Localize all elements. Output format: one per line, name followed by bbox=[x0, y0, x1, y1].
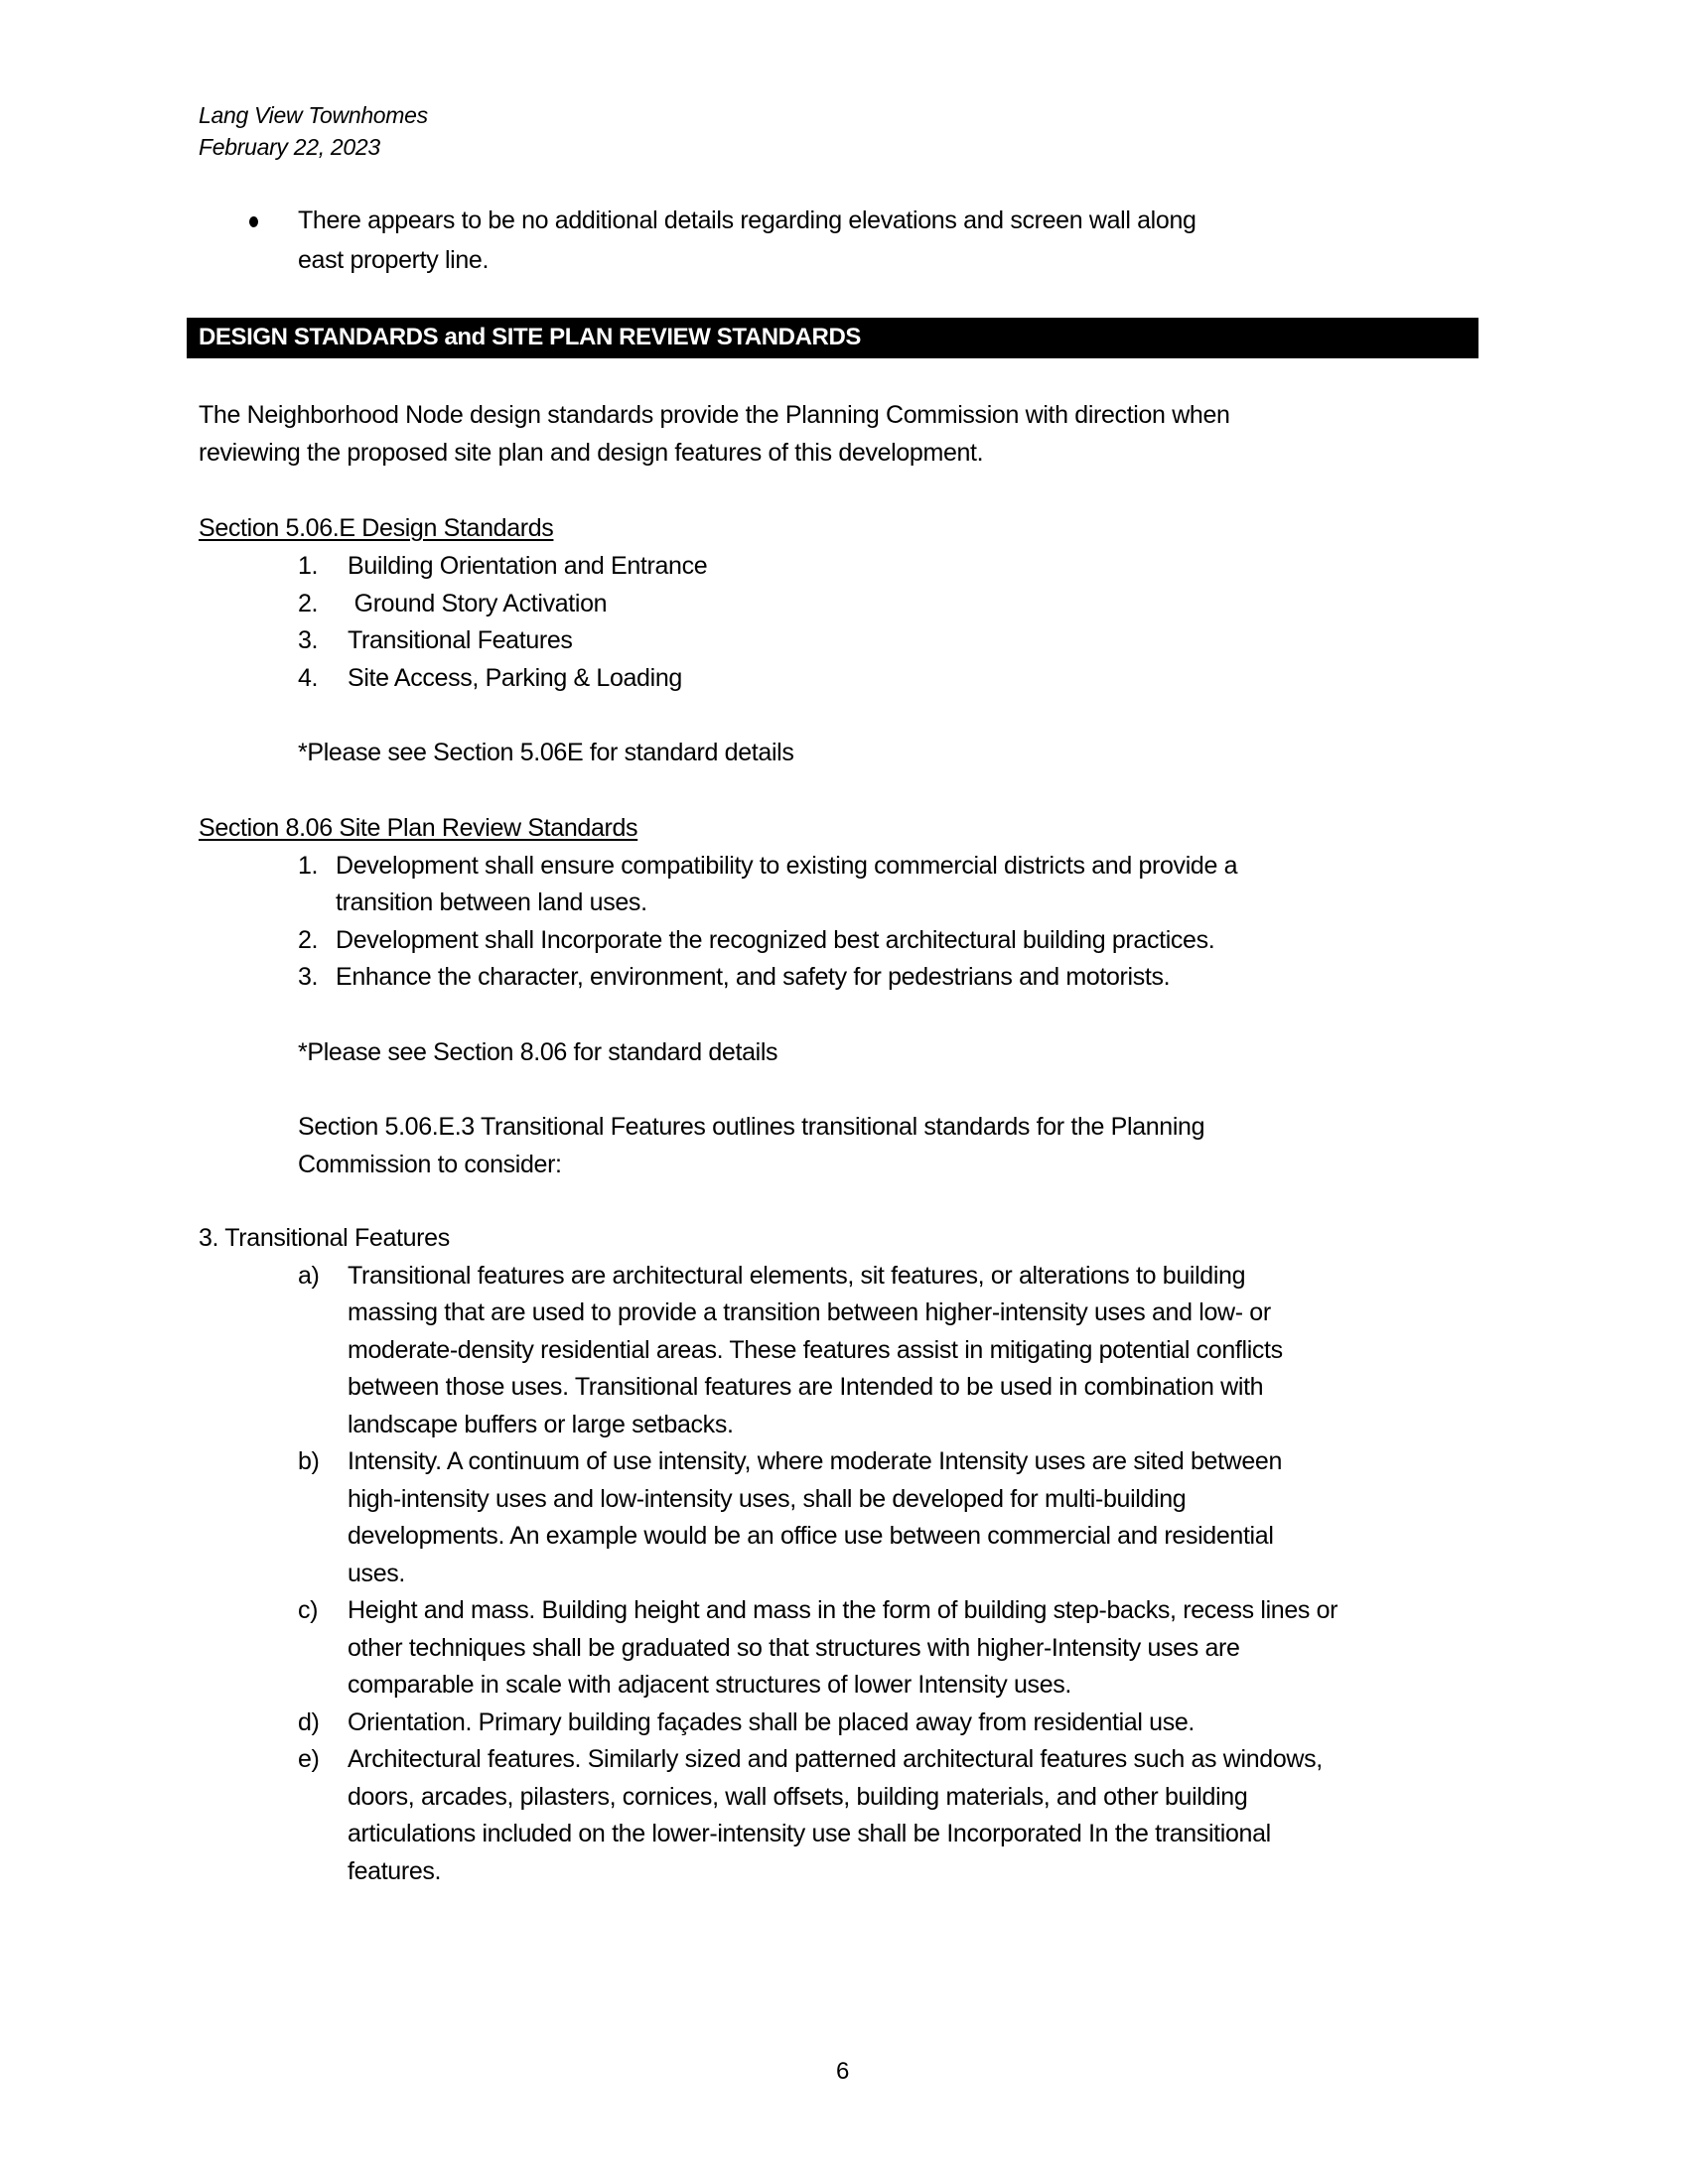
list-item-line: Transitional features are architectural elements, sit features, or alterations to building bbox=[348, 1262, 1246, 1290]
list-item-line: uses. bbox=[348, 1560, 406, 1587]
list-item-line: Enhance the character, environment, and safety for pedestrians and motorists. bbox=[336, 963, 1171, 991]
list-item-line: moderate-density residential areas. These features assist in mitigating potential conflicts bbox=[348, 1336, 1283, 1364]
list-item: Site Access, Parking & Loading bbox=[348, 664, 682, 692]
header-project-name: Lang View Townhomes bbox=[199, 102, 428, 128]
list-number: 2. bbox=[298, 926, 319, 954]
list-item-line: Development shall Incorporate the recognized best architectural building practices. bbox=[336, 926, 1215, 954]
list-item-line: Intensity. A continuum of use intensity, where moderate Intensity uses are sited between bbox=[348, 1447, 1283, 1475]
list-item-line: landscape buffers or large setbacks. bbox=[348, 1411, 734, 1438]
list-item-line: Orientation. Primary building façades shall be placed away from residential use. bbox=[348, 1708, 1196, 1736]
list-item: Ground Story Activation bbox=[348, 590, 608, 617]
list-letter: e) bbox=[298, 1745, 320, 1773]
intro-paragraph-line: reviewing the proposed site plan and design features of this development. bbox=[199, 439, 984, 467]
transitional-features-heading: 3. Transitional Features bbox=[199, 1224, 450, 1252]
bullet-text-line: east property line. bbox=[298, 246, 490, 274]
section-banner-title: DESIGN STANDARDS and SITE PLAN REVIEW STANDARDS bbox=[199, 324, 862, 350]
page-number: 6 bbox=[836, 2058, 850, 2085]
list-item-line: high-intensity uses and low-intensity uses, shall be developed for multi-building bbox=[348, 1485, 1187, 1513]
list-item-line: articulations included on the lower-intensity use shall be Incorporated In the transitional bbox=[348, 1820, 1271, 1847]
list-item: Building Orientation and Entrance bbox=[348, 552, 708, 580]
transition-intro-line: Commission to consider: bbox=[298, 1151, 562, 1178]
list-number: 2. bbox=[298, 590, 319, 617]
list-number: 3. bbox=[298, 963, 319, 991]
list-letter: c) bbox=[298, 1596, 319, 1624]
transition-intro-line: Section 5.06.E.3 Transitional Features outlines transitional standards for the Planning bbox=[298, 1113, 1205, 1141]
design-standards-note: *Please see Section 5.06E for standard details bbox=[298, 739, 794, 766]
bullet-text-line: There appears to be no additional details regarding elevations and screen wall along bbox=[298, 206, 1196, 234]
list-item-line: doors, arcades, pilasters, cornices, wall offsets, building materials, and other building bbox=[348, 1783, 1248, 1811]
list-item-line: features. bbox=[348, 1857, 442, 1885]
list-number: 3. bbox=[298, 626, 319, 654]
list-item-line: between those uses. Transitional features are Intended to be used in combination with bbox=[348, 1373, 1264, 1401]
list-item-line: transition between land uses. bbox=[336, 888, 647, 916]
list-item-line: comparable in scale with adjacent structures of lower Intensity uses. bbox=[348, 1671, 1071, 1699]
list-letter: b) bbox=[298, 1447, 320, 1475]
list-item-line: Height and mass. Building height and mass in the form of building step-backs, recess lines or bbox=[348, 1596, 1338, 1624]
list-item-line: massing that are used to provide a transition between higher-intensity uses and low- or bbox=[348, 1298, 1271, 1326]
list-item-line: developments. An example would be an office use between commercial and residential bbox=[348, 1522, 1274, 1550]
list-item-line: other techniques shall be graduated so that structures with higher-Intensity uses are bbox=[348, 1634, 1240, 1662]
intro-paragraph-line: The Neighborhood Node design standards provide the Planning Commission with direction when bbox=[199, 401, 1230, 429]
site-plan-standards-note: *Please see Section 8.06 for standard details bbox=[298, 1038, 778, 1066]
list-item-line: Architectural features. Similarly sized and patterned architectural features such as windows, bbox=[348, 1745, 1323, 1773]
site-plan-standards-heading: Section 8.06 Site Plan Review Standards bbox=[199, 814, 638, 842]
design-standards-heading: Section 5.06.E Design Standards bbox=[199, 514, 554, 542]
list-letter: d) bbox=[298, 1708, 320, 1736]
list-number: 1. bbox=[298, 852, 319, 880]
header-date: February 22, 2023 bbox=[199, 134, 380, 160]
bullet-icon bbox=[249, 216, 258, 227]
list-number: 1. bbox=[298, 552, 319, 580]
list-letter: a) bbox=[298, 1262, 320, 1290]
list-number: 4. bbox=[298, 664, 319, 692]
list-item: Transitional Features bbox=[348, 626, 573, 654]
list-item-line: Development shall ensure compatibility to existing commercial districts and provide a bbox=[336, 852, 1238, 880]
